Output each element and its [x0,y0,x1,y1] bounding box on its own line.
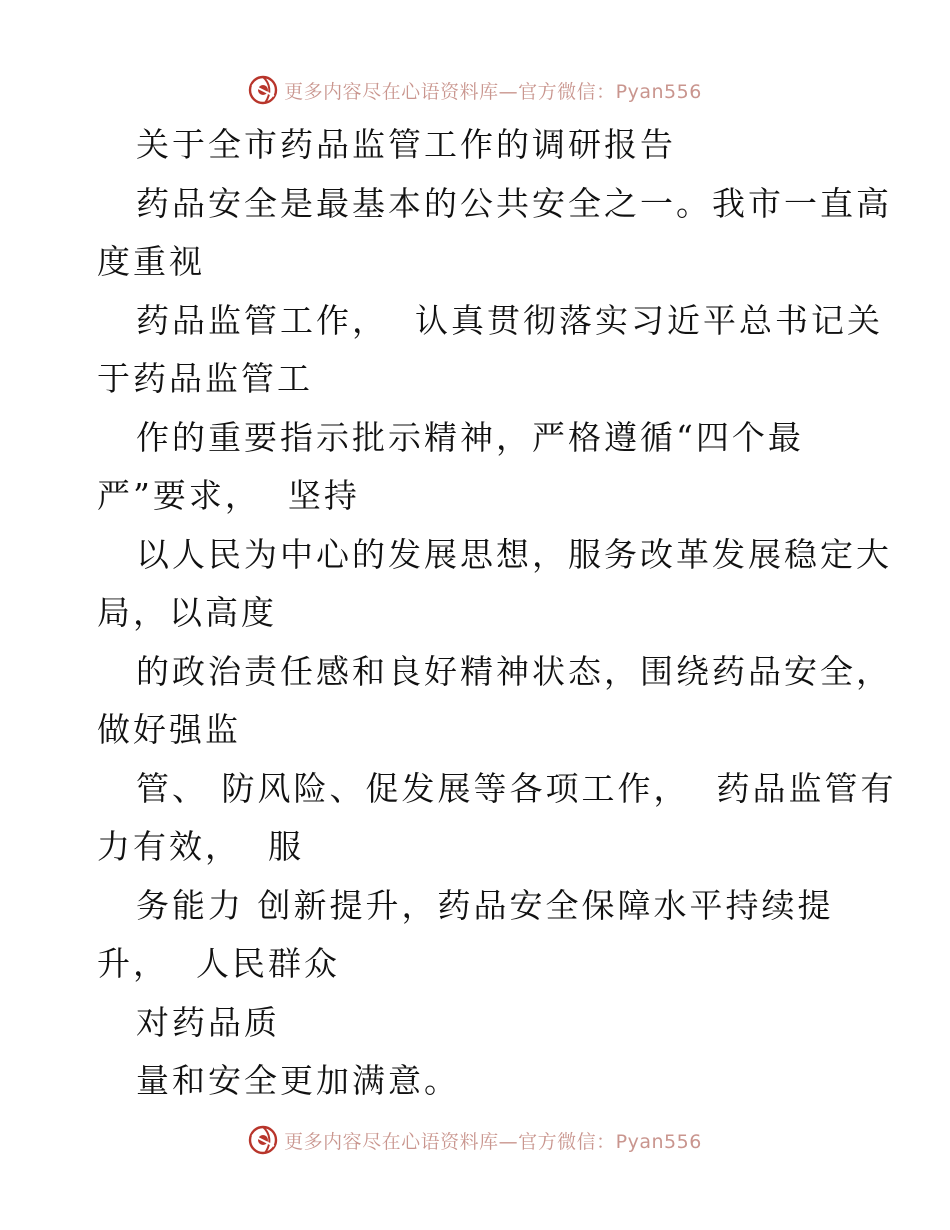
watermark-logo-icon [248,1125,278,1155]
document-line: 管、 防风险、促发展等各项工作， 药品监管有 [136,768,897,808]
document-line: 升， 人民群众 [97,944,340,983]
watermark-text: 更多内容尽在心语资料库—官方微信：Pyan556 [284,1130,702,1153]
document-line: 关于全市药品监管工作的调研报告 [136,125,676,164]
document-line: 于药品监管工 [97,359,313,398]
document-line: 做好强监 [97,710,241,749]
document-line: 药品监管工作， 认真贯彻落实习近平总书记关 [136,300,883,340]
document-body [97,116,897,1111]
document-line: 力有效， 服 [97,827,304,866]
watermark-group [248,1125,702,1155]
watermark-group [248,75,702,105]
document-line: 量和安全更加满意。 [136,1061,460,1100]
document-line: 局，以高度 [97,593,277,632]
document-line: 严”要求， 坚持 [97,476,360,515]
page-header-watermark [0,70,950,110]
page-footer-watermark [0,1120,950,1160]
document-line: 作的重要指示批示精神，严格遵循“四个最 [136,417,804,457]
document-line: 务能力 创新提升，药品安全保障水平持续提 [136,885,834,925]
document-line: 以人民为中心的发展思想，服务改革发展稳定大 [136,534,892,574]
watermark-logo-icon [248,75,278,105]
document-line: 对药品质 [136,1002,280,1042]
watermark-text: 更多内容尽在心语资料库—官方微信：Pyan556 [284,80,702,103]
document-line: 药品安全是最基本的公共安全之一。我市一直高 [136,183,892,223]
document-line: 的政治责任感和良好精神状态，围绕药品安全， [136,651,892,691]
document-line: 度重视 [97,242,205,281]
